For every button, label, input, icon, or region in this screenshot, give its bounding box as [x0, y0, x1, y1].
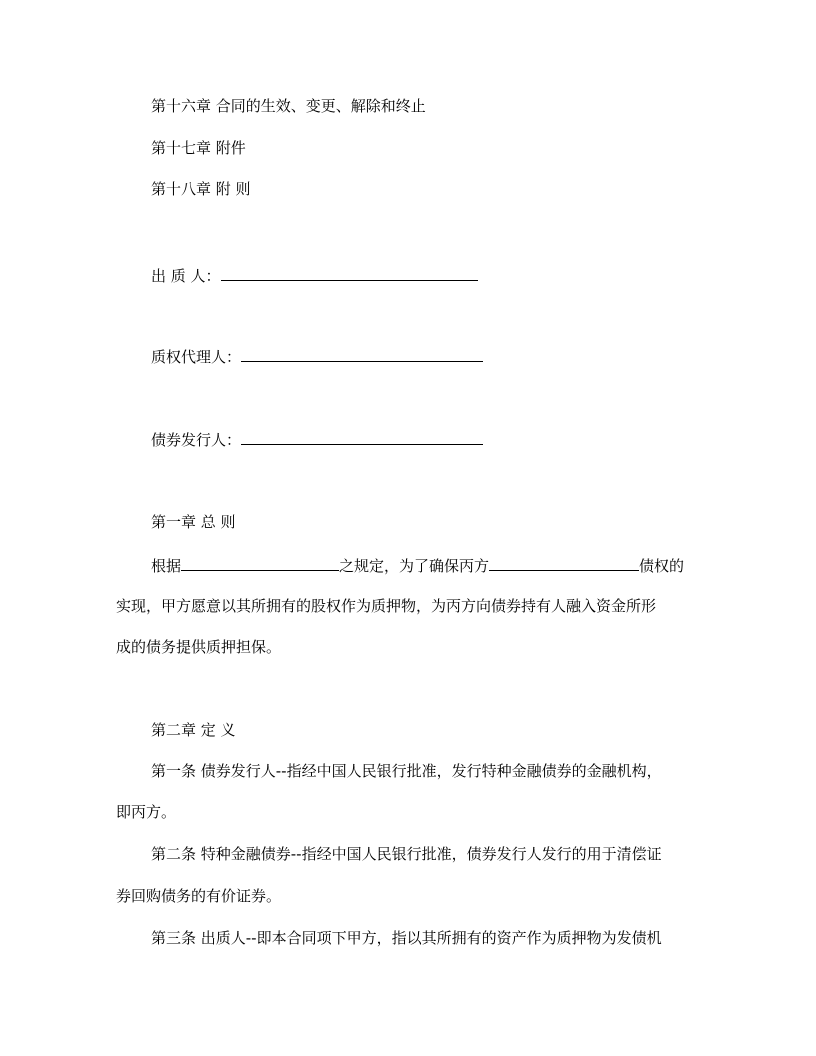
chapter1-para-line2: 实现，甲方愿意以其所拥有的股权作为质押物，为丙方向债券持有人融入资金所形	[116, 597, 657, 615]
agent-label: 质权代理人：	[151, 348, 242, 366]
toc-chapter-17: 第十七章 附件	[151, 139, 246, 157]
pledgor-signature-line	[151, 264, 478, 286]
chapter1-para-line1	[151, 554, 684, 576]
issuer-label: 债券发行人：	[151, 431, 242, 449]
agent-signature-line	[151, 345, 483, 367]
claim-blank	[489, 554, 639, 571]
article3-line1: 第三条 出质人--即本合同项下甲方，指以其所拥有的资产作为质押物为发债机	[151, 929, 662, 947]
chapter2-heading: 第二章 定 义	[151, 721, 236, 739]
law-blank	[181, 554, 339, 571]
chapter1-text: 债权的	[639, 557, 685, 575]
toc-chapter-18: 第十八章 附 则	[151, 180, 251, 198]
agent-blank	[241, 345, 483, 362]
article2-line2: 券回购债务的有价证券。	[116, 887, 282, 905]
toc-chapter-16: 第十六章 合同的生效、变更、解除和终止	[151, 97, 426, 115]
chapter1-text: 之规定，为了确保丙方	[339, 557, 490, 575]
chapter1-para-line3: 成的债务提供质押担保。	[116, 638, 282, 656]
issuer-signature-line	[151, 428, 483, 450]
pledgor-label: 出 质 人：	[151, 267, 221, 285]
pledgor-blank	[221, 264, 478, 281]
issuer-blank	[241, 428, 483, 445]
article2-line1: 第二条 特种金融债券--指经中国人民银行批准，债券发行人发行的用于清偿证	[151, 845, 662, 863]
chapter1-text: 根据	[151, 557, 182, 575]
article1-line1: 第一条 债券发行人--指经中国人民银行批准，发行特种金融债券的金融机构，	[151, 762, 662, 780]
article1-line2: 即丙方。	[116, 803, 177, 821]
chapter1-heading: 第一章 总 则	[151, 513, 236, 531]
